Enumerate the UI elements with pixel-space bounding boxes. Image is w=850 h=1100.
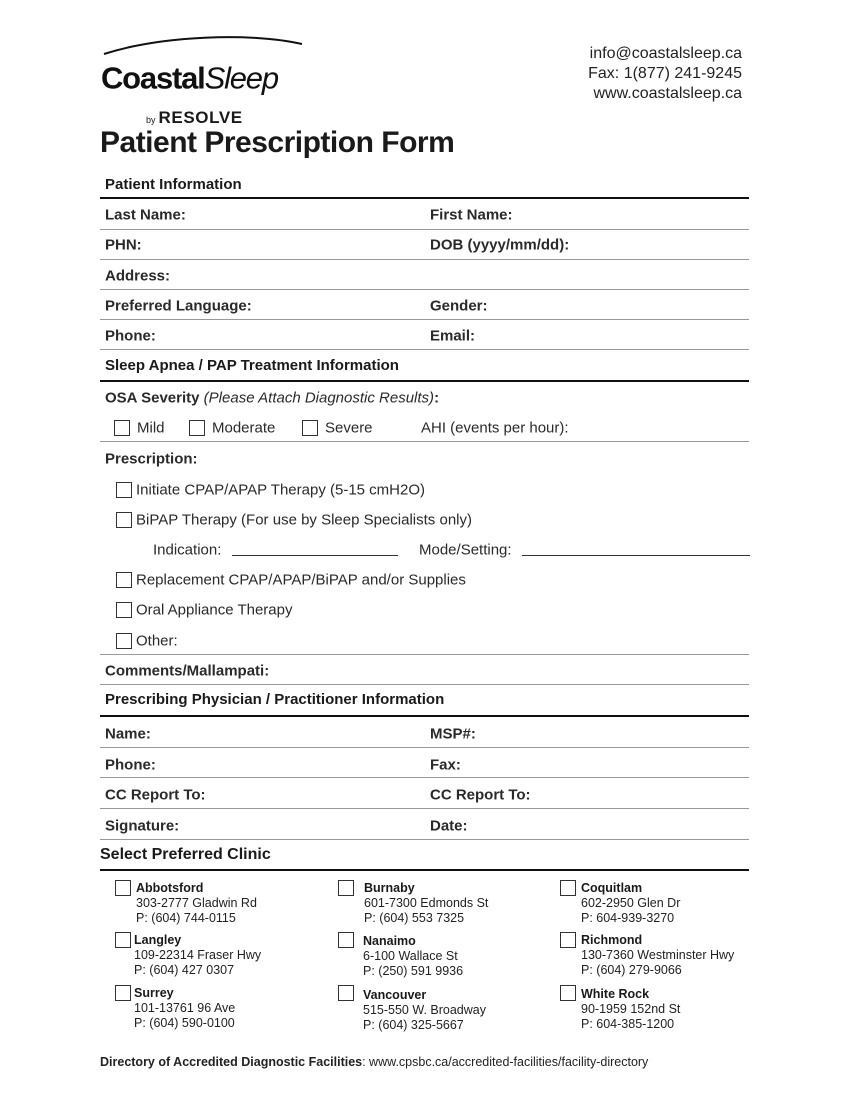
gender-field[interactable]: Gender: (430, 297, 488, 315)
row-divider (100, 684, 749, 685)
contact-info (588, 44, 742, 104)
clinic-phone: P: (604) 325-5667 (363, 1018, 464, 1032)
row-divider (100, 777, 749, 778)
physician-name-field[interactable]: Name: (105, 725, 151, 743)
logo-byline: by RESOLVE (146, 108, 243, 127)
phn-field[interactable]: PHN: (105, 236, 142, 254)
moderate-checkbox[interactable] (189, 420, 205, 436)
oral-appliance-label: Oral Appliance Therapy (136, 601, 293, 619)
clinic-checkbox-burnaby[interactable] (338, 880, 354, 896)
clinic-checkbox-coquitlam[interactable] (560, 880, 576, 896)
address-field[interactable]: Address: (105, 267, 171, 285)
clinic-phone: P: 604-385-1200 (581, 1017, 675, 1031)
patient-email-field[interactable]: Email: (430, 327, 476, 345)
patient-phone-field[interactable]: Phone: (105, 327, 156, 345)
row-divider (100, 747, 749, 748)
row-divider (100, 808, 749, 809)
footer-directory (100, 1055, 648, 1069)
clinic-name: Surrey (134, 986, 174, 1000)
logo-swoosh-icon (100, 34, 310, 64)
contact-email[interactable]: info@coastalsleep.ca (589, 45, 742, 62)
clinic-checkbox-abbotsford[interactable] (115, 880, 131, 896)
clinic-phone: P: (604) 590-0100 (134, 1016, 235, 1030)
clinic-name: Langley (134, 933, 182, 947)
signature-field[interactable]: Signature: (105, 817, 180, 835)
contact-website[interactable]: www.coastalsleep.ca (593, 85, 742, 102)
row-divider (100, 229, 749, 230)
clinic-phone: P: 604-939-3270 (581, 911, 675, 925)
osa-severity-label: OSA Severity (Please Attach Diagnostic Results): (105, 389, 440, 407)
dob-field[interactable]: DOB (yyyy/mm/dd): (430, 236, 570, 254)
footer-link[interactable]: : www.cpsbc.ca/accredited-facilities/facility-directory (362, 1055, 649, 1069)
row-divider (100, 441, 749, 442)
cpap-label: Initiate CPAP/APAP Therapy (5-15 cmH2O) (136, 481, 426, 499)
clinic-address: 6-100 Wallace St (363, 949, 458, 963)
bipap-label: BiPAP Therapy (For use by Sleep Specialists only) (136, 511, 472, 529)
clinic-checkbox-surrey[interactable] (115, 985, 131, 1001)
clinic-name: White Rock (581, 987, 650, 1001)
other-checkbox[interactable] (116, 633, 132, 649)
cc-report-field-1[interactable]: CC Report To: (105, 786, 206, 804)
oral-appliance-checkbox[interactable] (116, 602, 132, 618)
prescription-label: Prescription: (105, 450, 198, 468)
date-field[interactable]: Date: (430, 817, 468, 835)
clinic-phone: P: (604) 427 0307 (134, 963, 235, 977)
row-divider (100, 839, 749, 840)
clinic-address: 515-550 W. Broadway (363, 1003, 486, 1017)
physician-fax-field[interactable]: Fax: (430, 756, 461, 774)
physician-section-heading: Prescribing Physician / Practitioner Information (105, 691, 445, 708)
clinic-name: Nanaimo (363, 934, 416, 948)
clinic-address: 602-2950 Glen Dr (581, 896, 681, 910)
msp-field[interactable]: MSP#: (430, 725, 476, 743)
mild-label: Mild (137, 419, 165, 437)
indication-label: Indication: (153, 541, 222, 559)
moderate-label: Moderate (212, 419, 276, 437)
clinic-phone: P: (604) 279-9066 (581, 963, 682, 977)
clinic-name: Coquitlam (581, 881, 643, 895)
row-divider (100, 289, 749, 290)
clinic-address: 90-1959 152nd St (581, 1002, 681, 1016)
patient-section-heading: Patient Information (105, 176, 242, 193)
clinic-checkbox-richmond[interactable] (560, 932, 576, 948)
clinic-name: Burnaby (364, 881, 415, 895)
mild-checkbox[interactable] (114, 420, 130, 436)
section-divider (100, 869, 749, 871)
clinic-address: 601-7300 Edmonds St (364, 896, 489, 910)
clinic-phone: P: (604) 744-0115 (136, 911, 236, 925)
severe-checkbox[interactable] (302, 420, 318, 436)
clinic-name: Abbotsford (136, 881, 204, 895)
comments-field[interactable]: Comments/Mallampati: (105, 662, 270, 680)
cpap-checkbox[interactable] (116, 482, 132, 498)
mode-setting-label: Mode/Setting: (419, 541, 512, 559)
row-divider (100, 654, 749, 655)
replacement-checkbox[interactable] (116, 572, 132, 588)
row-divider (100, 259, 749, 260)
bipap-checkbox[interactable] (116, 512, 132, 528)
row-divider (100, 319, 749, 320)
clinic-checkbox-langley[interactable] (115, 932, 131, 948)
clinic-checkbox-white-rock[interactable] (560, 985, 576, 1001)
coastal-sleep-logo (100, 34, 310, 127)
row-divider (100, 349, 749, 350)
clinic-checkbox-vancouver[interactable] (338, 985, 354, 1001)
section-divider (100, 380, 749, 382)
contact-fax: Fax: 1(877) 241-9245 (588, 65, 742, 82)
section-divider (100, 197, 749, 199)
last-name-field[interactable]: Last Name: (105, 206, 186, 224)
clinic-section-heading: Select Preferred Clinic (100, 846, 271, 863)
clinic-phone: P: (250) 591 9936 (363, 964, 464, 978)
ahi-field[interactable]: AHI (events per hour): (421, 419, 569, 437)
footer-label: Directory of Accredited Diagnostic Facilities (100, 1055, 363, 1069)
clinic-address: 303-2777 Gladwin Rd (136, 896, 257, 910)
page-title: Patient Prescription Form (100, 126, 455, 159)
clinic-checkbox-nanaimo[interactable] (338, 932, 354, 948)
first-name-field[interactable]: First Name: (430, 206, 513, 224)
clinic-address: 109-22314 Fraser Hwy (134, 948, 262, 962)
clinic-name: Vancouver (363, 988, 427, 1002)
clinic-name: Richmond (581, 933, 643, 947)
clinic-address: 101-13761 96 Ave (134, 1001, 236, 1015)
mode-setting-input[interactable] (522, 555, 750, 556)
logo-wordmark: CoastalSleep (101, 60, 278, 96)
section-divider (100, 715, 749, 717)
other-label: Other: (136, 632, 178, 650)
severe-label: Severe (325, 419, 373, 437)
clinic-phone: P: (604) 553 7325 (364, 911, 465, 925)
physician-phone-field[interactable]: Phone: (105, 756, 156, 774)
clinic-address: 130-7360 Westminster Hwy (581, 948, 735, 962)
preferred-language-field[interactable]: Preferred Language: (105, 297, 252, 315)
indication-input[interactable] (232, 555, 398, 556)
replacement-label: Replacement CPAP/APAP/BiPAP and/or Supplies (136, 571, 466, 589)
treatment-section-heading: Sleep Apnea / PAP Treatment Information (105, 357, 399, 374)
cc-report-field-2[interactable]: CC Report To: (430, 786, 531, 804)
